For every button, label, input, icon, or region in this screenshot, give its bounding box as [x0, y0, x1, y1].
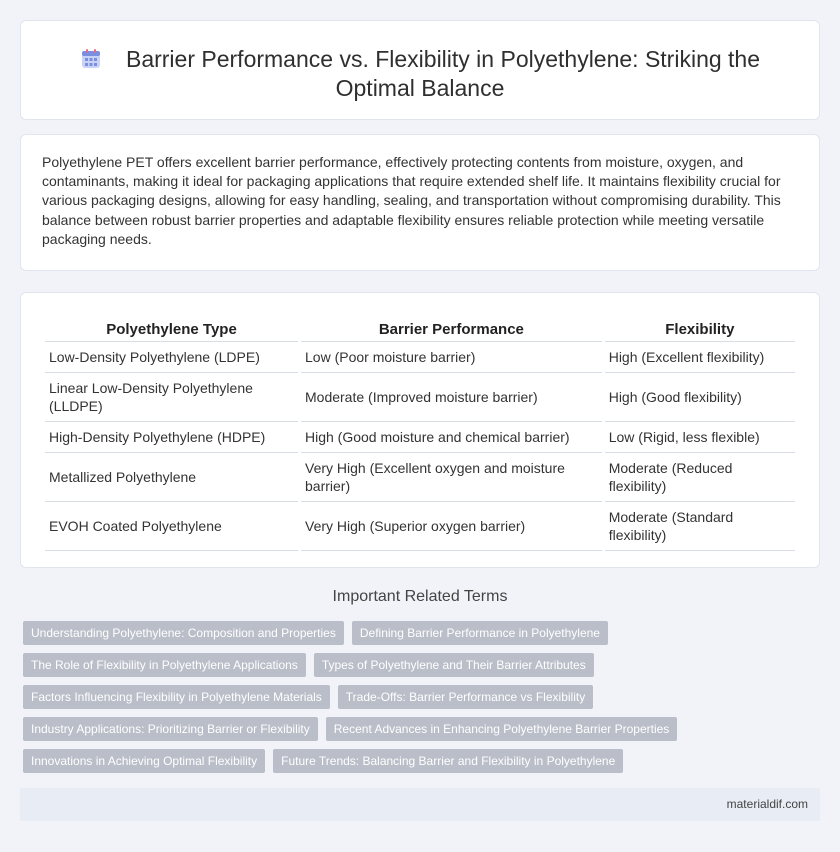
table-row — [45, 453, 795, 502]
related-term-tag[interactable]: Trade-Offs: Barrier Performance vs Flexibility — [338, 685, 593, 709]
cell-flexibility: Low (Rigid, less flexible) — [605, 422, 795, 453]
tag-row — [23, 653, 723, 677]
cell-type: Linear Low-Density Polyethylene (LLDPE) — [45, 373, 298, 422]
related-term-tag[interactable]: Factors Influencing Flexibility in Polyethylene Materials — [23, 685, 330, 709]
related-term-tag[interactable]: Defining Barrier Performance in Polyethylene — [352, 621, 608, 645]
cell-barrier: Low (Poor moisture barrier) — [301, 342, 602, 373]
cell-barrier: Very High (Excellent oxygen and moisture barrier) — [301, 453, 602, 502]
table-row — [45, 373, 795, 422]
cell-barrier: Very High (Superior oxygen barrier) — [301, 502, 602, 551]
cell-type: Low-Density Polyethylene (LDPE) — [45, 342, 298, 373]
related-term-tag[interactable]: Understanding Polyethylene: Composition and Properties — [23, 621, 344, 645]
related-term-tag[interactable]: Recent Advances in Enhancing Polyethylene Barrier Properties — [326, 717, 678, 741]
comparison-table — [42, 313, 798, 551]
cell-flexibility: Moderate (Standard flexibility) — [605, 502, 795, 551]
related-term-tag[interactable]: Future Trends: Balancing Barrier and Flexibility in Polyethylene — [273, 749, 623, 773]
table-header-row — [45, 313, 795, 342]
cell-flexibility: Moderate (Reduced flexibility) — [605, 453, 795, 502]
cell-type: EVOH Coated Polyethylene — [45, 502, 298, 551]
table-row — [45, 422, 795, 453]
related-terms-list — [23, 621, 723, 781]
intro-card — [20, 134, 820, 271]
related-term-tag[interactable]: The Role of Flexibility in Polyethylene Applications — [23, 653, 306, 677]
related-term-tag[interactable]: Types of Polyethylene and Their Barrier Attributes — [314, 653, 594, 677]
calendar-icon — [80, 48, 102, 70]
page-title-wrap — [51, 45, 789, 103]
cell-flexibility: High (Excellent flexibility) — [605, 342, 795, 373]
table-row — [45, 502, 795, 551]
related-terms-heading: Important Related Terms — [332, 588, 508, 605]
footer-bar — [20, 788, 820, 821]
title-card — [20, 20, 820, 120]
related-term-tag[interactable]: Industry Applications: Prioritizing Barrier or Flexibility — [23, 717, 318, 741]
related-term-tag[interactable]: Innovations in Achieving Optimal Flexibility — [23, 749, 265, 773]
table-row — [45, 342, 795, 373]
page-title: Barrier Performance vs. Flexibility in Polyethylene: Striking the Optimal Balance — [125, 46, 761, 101]
tag-row — [23, 749, 723, 773]
header-barrier-performance: Barrier Performance — [301, 313, 602, 342]
comparison-table-card — [20, 292, 820, 568]
tag-row — [23, 685, 723, 709]
cell-type: Metallized Polyethylene — [45, 453, 298, 502]
cell-barrier: High (Good moisture and chemical barrier) — [301, 422, 602, 453]
header-flexibility: Flexibility — [605, 313, 795, 342]
footer-site-link[interactable]: materialdif.com — [726, 797, 808, 811]
header-polyethylene-type: Polyethylene Type — [45, 313, 298, 342]
cell-type: High-Density Polyethylene (HDPE) — [45, 422, 298, 453]
cell-barrier: Moderate (Improved moisture barrier) — [301, 373, 602, 422]
tag-row — [23, 717, 723, 741]
cell-flexibility: High (Good flexibility) — [605, 373, 795, 422]
tag-row — [23, 621, 723, 645]
intro-paragraph: Polyethylene PET offers excellent barrier performance, effectively protecting contents from moisture, oxygen, and contaminants, making it ideal for packaging applications that require extended shelf life. It maintains flexibility crucial for various packaging designs, allowing for easy handling, sealing, and transportation without compromising durability. This balance between robust barrier properties and adaptable flexibility ensures reliable protection while meeting versatile packaging needs. — [42, 154, 781, 247]
